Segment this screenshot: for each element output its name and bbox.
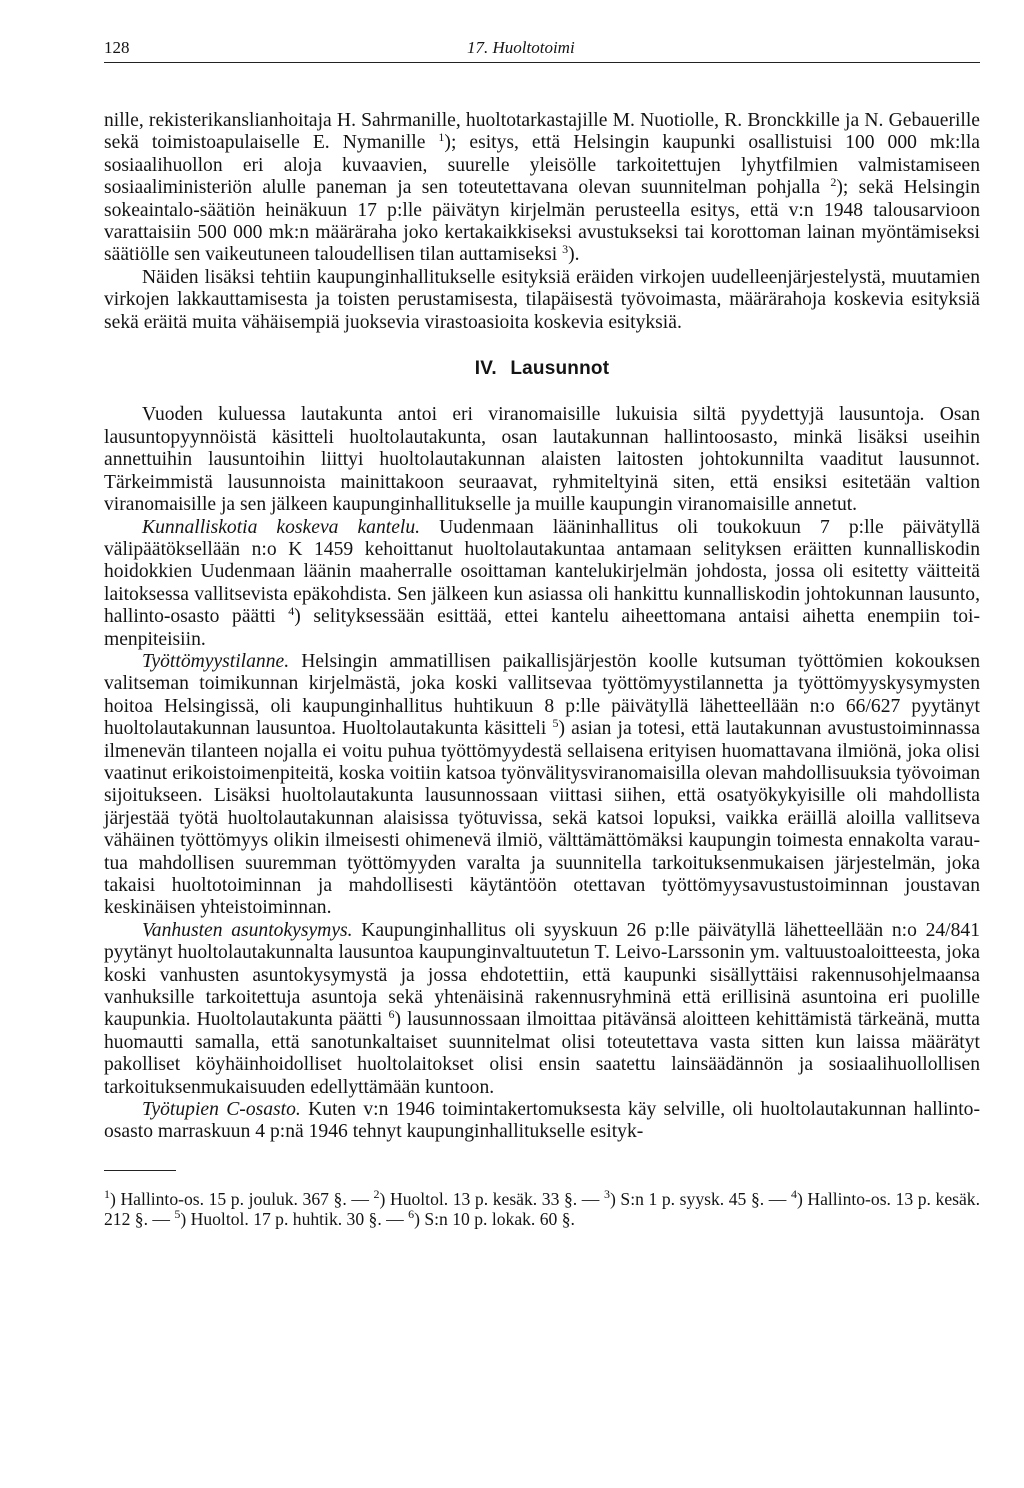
footnote-ref: 3	[562, 242, 569, 257]
text-run: ); sekä Helsingin sokeaintalo-säätiön heinäkuun 17 p:lle päivätyn kirjelmän perusteella esitys, että v:n 1948 talousarvioon varattaisiin 500 000 mk:n määräraha joko kertakaikkiseksi avustukseksi tai korottoman lainan myöntämiseksi säätiölle sen vaikeutuneen taloudellisen tilan auttamiseksi	[104, 177, 981, 266]
section-title: Lausunnot	[510, 358, 610, 380]
paragraph-kantelu	[104, 517, 980, 651]
paragraph-tyotuvat	[104, 1099, 980, 1144]
footnote-rule	[104, 1170, 176, 1171]
footnote-mark: 1	[104, 1186, 110, 1201]
paragraph: Vuoden kuluessa lautakunta antoi eri viranomaisille lukuisia siltä pyydettyjä lausuntoja. Osan lausuntopyynnöistä käsitteli huoltolautakunta, osan lautakunnan hallintoosasto, minkä lisäksi useihin annettuihin lausuntoihin liittyi huoltolautakunnan alaisten laitosten johtokunnilta vaaditut lausunnot. Tärkeimmistä lausunnoista mainittakoon seuraavat, ryhmiteltyinä siten, että ensiksi esitetään valtion viranomaisille ja sen jälkeen kaupunginhallitukselle ja muille kaupungin viranomaisille annetut.	[104, 404, 980, 516]
text-run: ); esitys, että Helsingin kaupunki osallistuisi 100 000 mk:lla sosiaalihuollon eri aloja kuvaavien, suurelle yleisölle tarkoitettujen lyhytfilmien valmistamiseen sosiaaliministeriön alulle paneman ja sen toteutettavana olevan suunnitelman pohjalla	[104, 132, 980, 199]
footnote-mark: 3	[603, 1186, 610, 1201]
footnote-mark: 2	[373, 1186, 380, 1201]
footnotes	[104, 1186, 980, 1229]
footnote-ref: 2	[830, 175, 837, 190]
text-run: Kuten v:n 1946 toimintakertomuksesta käy selville, oli huoltolautakunnan hallinto-osasto marraskuun 4 p:nä 1946 tehnyt kaupunginhallitukselle esityk-	[104, 1099, 980, 1143]
footnote-ref: 5	[552, 716, 559, 731]
footnote-mark: 4	[790, 1186, 797, 1201]
section-heading	[104, 358, 980, 380]
text-run: ).	[568, 244, 580, 266]
footnote-text: ) Hallinto-os. 13 p. kesäk. 212 §. —	[104, 1188, 980, 1229]
footnote-text: ) Huoltol. 13 p. kesäk. 33 §. —	[379, 1188, 604, 1209]
document-page	[104, 30, 980, 1229]
text-run: Uudenmaan lääninhallitus oli toukokuun 7 p:lle päivätyllä välipäätöksellään n:o K 1459 kehoittanut huoltolautakuntaa antamaan selityksen eräitten kunnalliskodin hoidokkien Uudenmaan läänin maaherralle osoittaman kantelukirjelmän johdosta, jossa oli esitetty väitteitä laitoksessa vallitsevista epäkohdista. Sen jälkeen kun asiassa oli hankittu kunnalliskodin johtokunnan lausunto, hallinto-osasto päätti	[104, 516, 980, 628]
header-rule	[104, 62, 980, 63]
footnote-mark: 5	[174, 1206, 181, 1221]
footnote-ref: 6	[388, 1007, 395, 1022]
paragraph-continuation	[104, 110, 980, 267]
paragraph: Näiden lisäksi tehtiin kaupunginhallitukselle esityksiä eräiden virkojen uudelleenjärjestelystä, muutamien virkojen lakkauttamisesta ja toisten perustamisesta, tilapäisestä työvoimasta, määrärahoja koskevia esityksiä sekä eräitä muita vähäisempiä juoksevia virastoasioita koskevia esityksiä.	[104, 266, 980, 333]
subsection-title: Kunnalliskotia koskeva kantelu.	[142, 516, 421, 538]
text-run: ) asian ja totesi, että lautakunnan avustustoiminnassa ilmenevän tilanteen nojalla ei voitu puhua työttömyydestä sellaisena erityisen huomattavana ilmiönä, joka olisi vaatinut erikoistoimenpiteitä, koska voitiin katsoa työnvälitysviranomaisilla olevan mahdollisuuksia työvoiman sijoitukseen. Lisäksi huoltolautakunta lausunnossaan viittasi siihen, että osatyökykyisille oli mahdollista järjestää työtä huoltolautakunnan alaisissa työtuvissa, sekä katsoi lopuksi, vaikka eräillä aloilla vallitseva vähäinen työttömyys olikin ilmeisesti ohimenevä ilmiö, välttämättömäksi kaupungin toimesta ennakolta varautua mahdollisen suuremman työttömyyden varalta ja suunnitella tarkoituksenmukaisen järjestelmän, joka takaisi huoltotoiminnan ja mahdollisesti käytäntöön otettavan työttömyysavustustoiminnan joustavan keskinäisen yhteistoiminnan.	[104, 718, 980, 919]
footnote-text: ) S:n 10 p. lokak. 60 §.	[414, 1208, 575, 1229]
footnote-ref: 1	[438, 130, 445, 145]
footnote-mark: 6	[408, 1206, 415, 1221]
subsection-title: Työttömyystilanne.	[142, 650, 290, 672]
subsection-title: Vanhusten asuntokysymys.	[142, 919, 353, 941]
footnote-text: ) Hallinto-os. 15 p. jouluk. 367 §. —	[110, 1188, 374, 1209]
text-run: Helsingin ammatillisen paikallisjärjestön koolle kutsuman työttömien kokouksen valitseman toimikunnan kirjelmästä, joka koski vallitsevaa työttömyystilannetta ja työttömyyskysymysten hoitoa Helsingissä, oli kaupunginhallitus huhtikuun 8 p:lle päivätyllä lähetteellään n:o 66/627 pyytänyt huoltolautakunnan lausuntoa. Huoltolautakunta käsitteli	[104, 650, 980, 740]
text-run: ) selityksessään esittää, ettei kantelu aiheettomana antaisi aihetta enempiin toimenpiteisiin.	[104, 606, 980, 650]
text-run: Kaupunginhallitus oli syyskuun 26 p:lle päivätyllä lähetteellään n:o 24/841 pyytänyt huoltolautakunnalta lausuntoa kaupunginvaltuutetun T. Leivo-Larssonin ym. valtuustoaloitteesta, joka koski vanhusten asuntokysymystä ja jossa ehdotettiin, että kaupunki sisällyttäisi rakennusohjelmaansa vanhuksille tarkoitettuja asuntoja sekä yhtenäisinä rakennusryhminä että erillisinä asuntoina eri puolille kaupunkia. Huoltolautakunta päätti	[104, 919, 980, 1031]
paragraph-vanhukset	[104, 920, 980, 1099]
footnote-ref: 4	[288, 604, 295, 619]
paragraph-tyottomyys	[104, 651, 980, 920]
footnote-text: ) Huoltol. 17 p. huhtik. 30 §. —	[180, 1208, 409, 1229]
section-numeral: IV.	[474, 358, 497, 380]
footnote-text: ) S:n 1 p. syysk. 45 §. —	[609, 1188, 791, 1209]
page-number: 128	[104, 38, 130, 57]
footnote-block	[104, 1186, 980, 1229]
body-text	[104, 110, 980, 1144]
chapter-title: 17. Huoltotoimi	[467, 38, 575, 57]
running-head	[104, 30, 980, 56]
text-run: ) lausunnossaan ilmoittaa pitävänsä aloitteen kehittämistä tärkeänä, mutta huomautti samalla, että sanotunkaltaiset suunnitelmat olisi toteutettava vasta sitten kun laissa määrätyt pakolliset köyhäinhoidolliset huoltolaitokset olisi ensin saatettu lainsäädännön ja sosiaalihuollollisen tarkoituksenmukaisuuden edellyttämään kuntoon.	[104, 1009, 980, 1098]
subsection-title: Työtupien C-osasto.	[142, 1099, 301, 1121]
text-run: nille, rekisterikanslianhoitaja H. Sahrmanille, huoltotarkastajille M. Nuotiolle, R. Bronckkille ja N. Gebauerille sekä toimistoapulaiselle E. Nymanille	[104, 110, 980, 154]
